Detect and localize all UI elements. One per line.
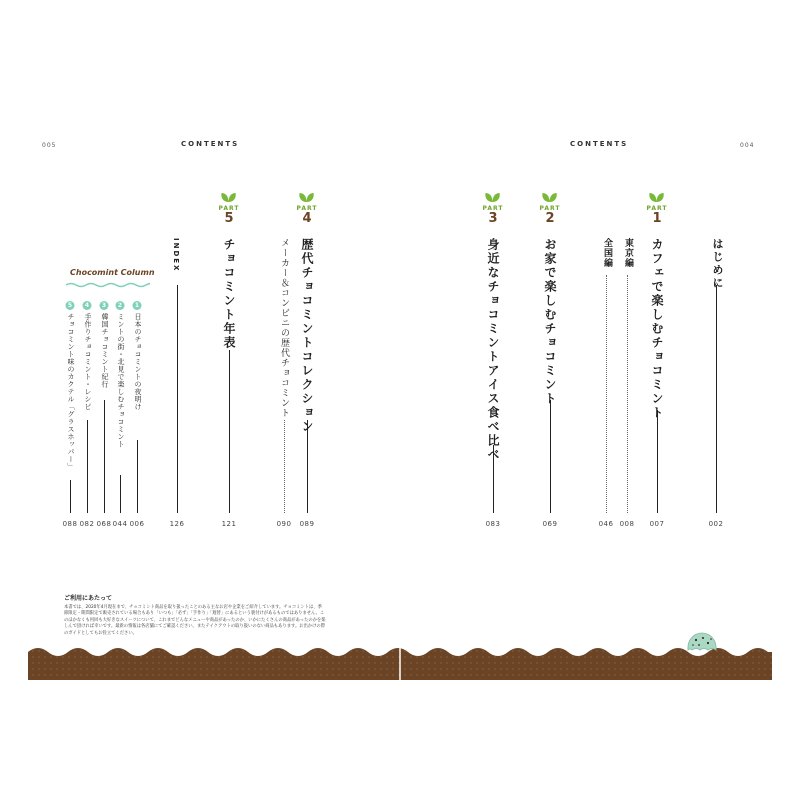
column-item-4-title[interactable]: 手作りチョコミント・レシピ (84, 313, 92, 411)
part-label: PART (296, 205, 318, 212)
column-item-3-page: 068 (96, 520, 112, 528)
intro-title[interactable]: はじめに (711, 238, 724, 290)
column-item-1-title[interactable]: 日本のチョコミントの夜明け (134, 313, 142, 411)
part-4-page: 089 (299, 520, 315, 528)
part-3-title[interactable]: 身近なチョコミントアイス食べ比べ (486, 238, 500, 462)
page-number-right: 004 (740, 142, 755, 149)
index-page: 126 (169, 520, 185, 528)
part-1-sub-tokyo-page: 008 (619, 520, 635, 528)
part-label: PART (482, 205, 504, 212)
column-item-5-page: 088 (62, 520, 78, 528)
column-number-badge: 1 (133, 301, 142, 310)
part-number: 3 (488, 211, 498, 226)
contents-heading-left: CONTENTS (181, 140, 240, 148)
part-1-sub-tokyo[interactable]: 東京編 (623, 238, 633, 268)
column-number-badge: 4 (83, 301, 92, 310)
part-number: 1 (652, 211, 662, 226)
column-item-1-page: 006 (129, 520, 145, 528)
column-item-2-page: 044 (112, 520, 128, 528)
part-4-subtitle[interactable]: メーカー＆コンビニの歴代チョコミント (279, 238, 289, 418)
part-5-page: 121 (221, 520, 237, 528)
part-number: 4 (302, 211, 312, 226)
part-number: 2 (545, 211, 555, 226)
part-2-page: 069 (542, 520, 558, 528)
intro-page: 002 (708, 520, 724, 528)
column-number-badge: 3 (100, 301, 109, 310)
part-1-sub-national-page: 046 (598, 520, 614, 528)
usage-notice-body: 本書では、2020年4月現在まで、チョコミント商品を取り扱ったことのある主なお店や企業をご紹介しています。チョコミントは、季節限定・期間限定で販売されている場合もあり「いつも」「必ず」「手作り」「週替」にあるという裏付けがあるものではありません。このほかなくも何回も大好きなスイーツについて、これまでどんなメニューや商品があったのか、いかにたくさんの商品があったのかを楽しんで頂ければ幸いです。最新の情報は各店舗にてご確認ください。またテイクアウトの取り扱いのない商品もあります。お出かけの際のガイドとしてもお役立てください。 (64, 605, 326, 636)
column-number-badge: 2 (116, 301, 125, 310)
usage-notice-title: ご利用にあたって (64, 595, 113, 602)
part-4-title[interactable]: 歴代チョコミントコレクション (300, 238, 314, 434)
part-1-sub-national[interactable]: 全国編 (602, 238, 612, 268)
part-label: PART (218, 205, 240, 212)
mint-ice-cream-icon (686, 630, 718, 652)
column-item-3-title[interactable]: 韓国チョコミント紀行 (101, 313, 109, 388)
column-title: Chocomint Column (70, 268, 155, 277)
index-label[interactable]: INDEX (172, 238, 180, 273)
part-2-title[interactable]: お家で楽しむチョコミント (543, 238, 557, 406)
column-item-5-title[interactable]: チョコミント味のカクテル「グラスホッパー」 (67, 313, 75, 471)
part-label: PART (646, 205, 668, 212)
contents-heading-right: CONTENTS (570, 140, 629, 148)
column-number-badge: 5 (66, 301, 75, 310)
part-label: PART (539, 205, 561, 212)
page-number-left: 005 (42, 142, 57, 149)
part-1-title[interactable]: カフェで楽しむチョコミント (650, 238, 664, 420)
part-3-page: 083 (485, 520, 501, 528)
part-5-title[interactable]: チョコミント年表 (222, 238, 236, 350)
part-number: 5 (224, 211, 234, 226)
column-item-2-title[interactable]: ミントの街・北見で楽しむチョコミント (117, 313, 125, 448)
part-1-page: 007 (649, 520, 665, 528)
part-4-subtitle-page: 090 (276, 520, 292, 528)
column-item-4-page: 082 (79, 520, 95, 528)
